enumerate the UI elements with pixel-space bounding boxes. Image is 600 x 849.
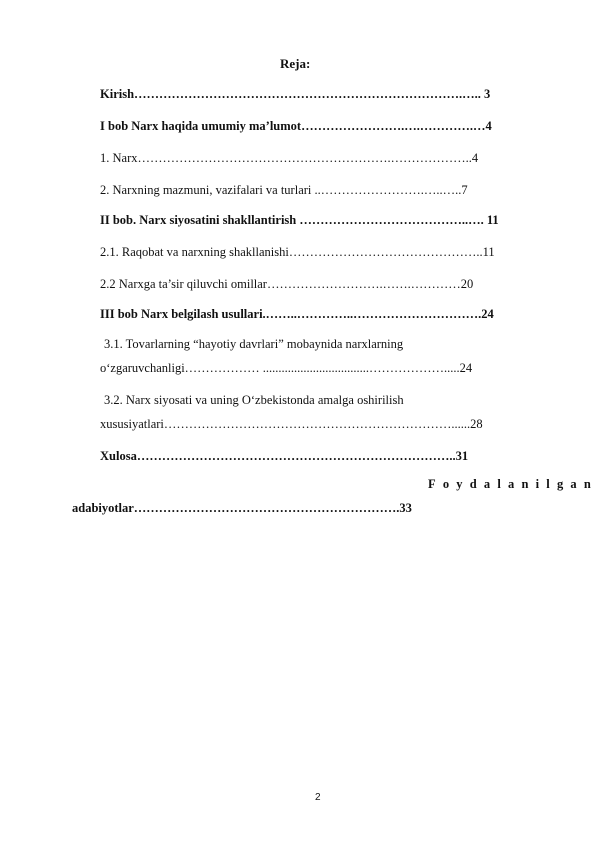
toc-entry-1: 1. Narx…………………………………………………….………………..4 [100, 151, 479, 165]
toc-entry-3-2-line-2: xususiyatlari……………………………………………………………......28 [100, 417, 483, 431]
toc-entry-2-1: 2.1. Raqobat va narxning shakllanishi………………………………………..11 [100, 245, 495, 259]
toc-entry-chapter-1: I bob Narx haqida umumiy ma’lumot…………………….….………….…4 [100, 119, 492, 133]
toc-entry-3-2-line-1: 3.2. Narx siyosati va uning O‘zbekistonda amalga oshirilish [104, 393, 404, 407]
toc-entry-references-line-1: Foydalanilgan [428, 477, 599, 491]
page-number: 2 [315, 792, 321, 803]
toc-entry-references-line-2: adabiyotlar……………………………………………………….33 [72, 501, 412, 515]
toc-entry-chapter-3: III bob Narx belgilash usullari.……..…………..………………………….24 [100, 307, 494, 321]
page-title: Reja: [280, 56, 311, 71]
toc-entry-2-2: 2.2 Narxga ta’sir qiluvchi omillar……………………….…….…………20 [100, 277, 474, 291]
toc-entry-3-1-line-2: o‘zgaruvchanligi……………… ..................................……………….....24 [100, 361, 473, 375]
toc-entry-chapter-2: II bob. Narx siyosatini shakllantirish …………………………………..…. 11 [100, 213, 499, 227]
toc-entry-3-1-line-1: 3.1. Tovarlarning “hayotiy davrlari” mobaynida narxlarning [104, 337, 404, 351]
toc-entry-kirish: Kirish…………………………………………………………………….….. 3 [100, 87, 491, 101]
toc-entry-2: 2. Narxning mazmuni, vazifalari va turlari ..…………………….…..…..7 [100, 183, 468, 197]
toc-entry-xulosa: Xulosa…………………………………………………………………..31 [100, 449, 469, 463]
